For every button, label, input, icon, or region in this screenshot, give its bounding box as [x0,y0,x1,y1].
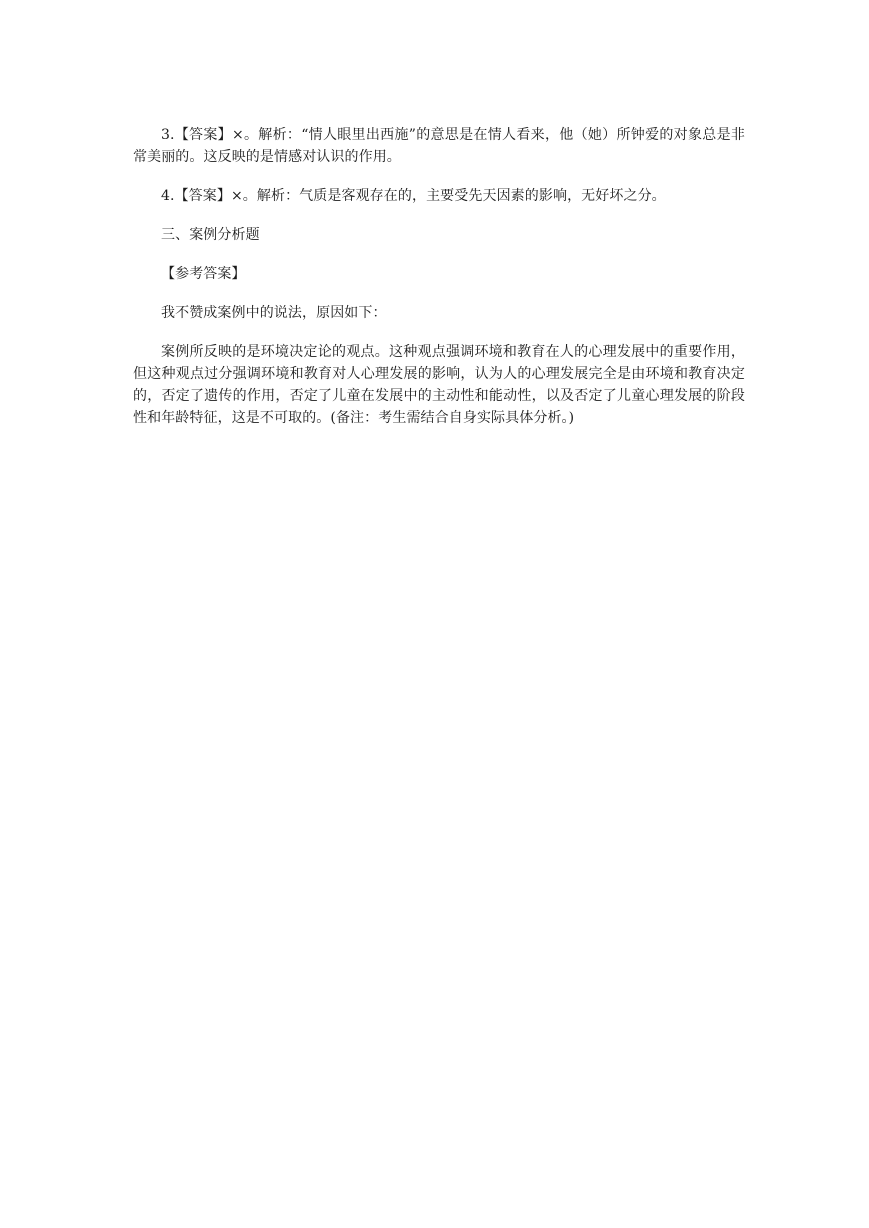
section-heading: 三、案例分析题 [161,227,260,243]
answer-4-paragraph: 4.【答案】×。解析：气质是客观存在的，主要受先天因素的影响，无好坏之分。 [161,188,666,204]
answer-3-paragraph: 3.【答案】×。解析：“情人眼里出西施”的意思是在情人看来，他（她）所钟爱的对象总是非常美丽的。这反映的是情感对认识的作用。 [133,127,745,165]
document-page [133,124,745,429]
stance-paragraph: 我不赞成案例中的说法，原因如下： [161,305,387,321]
analysis-paragraph: 案例所反映的是环境决定论的观点。这种观点强调环境和教育在人的心理发展中的重要作用，但这种观点过分强调环境和教育对人心理发展的影响，认为人的心理发展完全是由环境和教育决定的，否定了遗传的作用，否定了儿童在发展中的主动性和能动性，以及否定了儿童心理发展的阶段性和年龄特征，这是不可取的。(备注：考生需结合自身实际具体分析。) [133,344,745,426]
reference-answer-label: 【参考答案】 [161,266,246,282]
